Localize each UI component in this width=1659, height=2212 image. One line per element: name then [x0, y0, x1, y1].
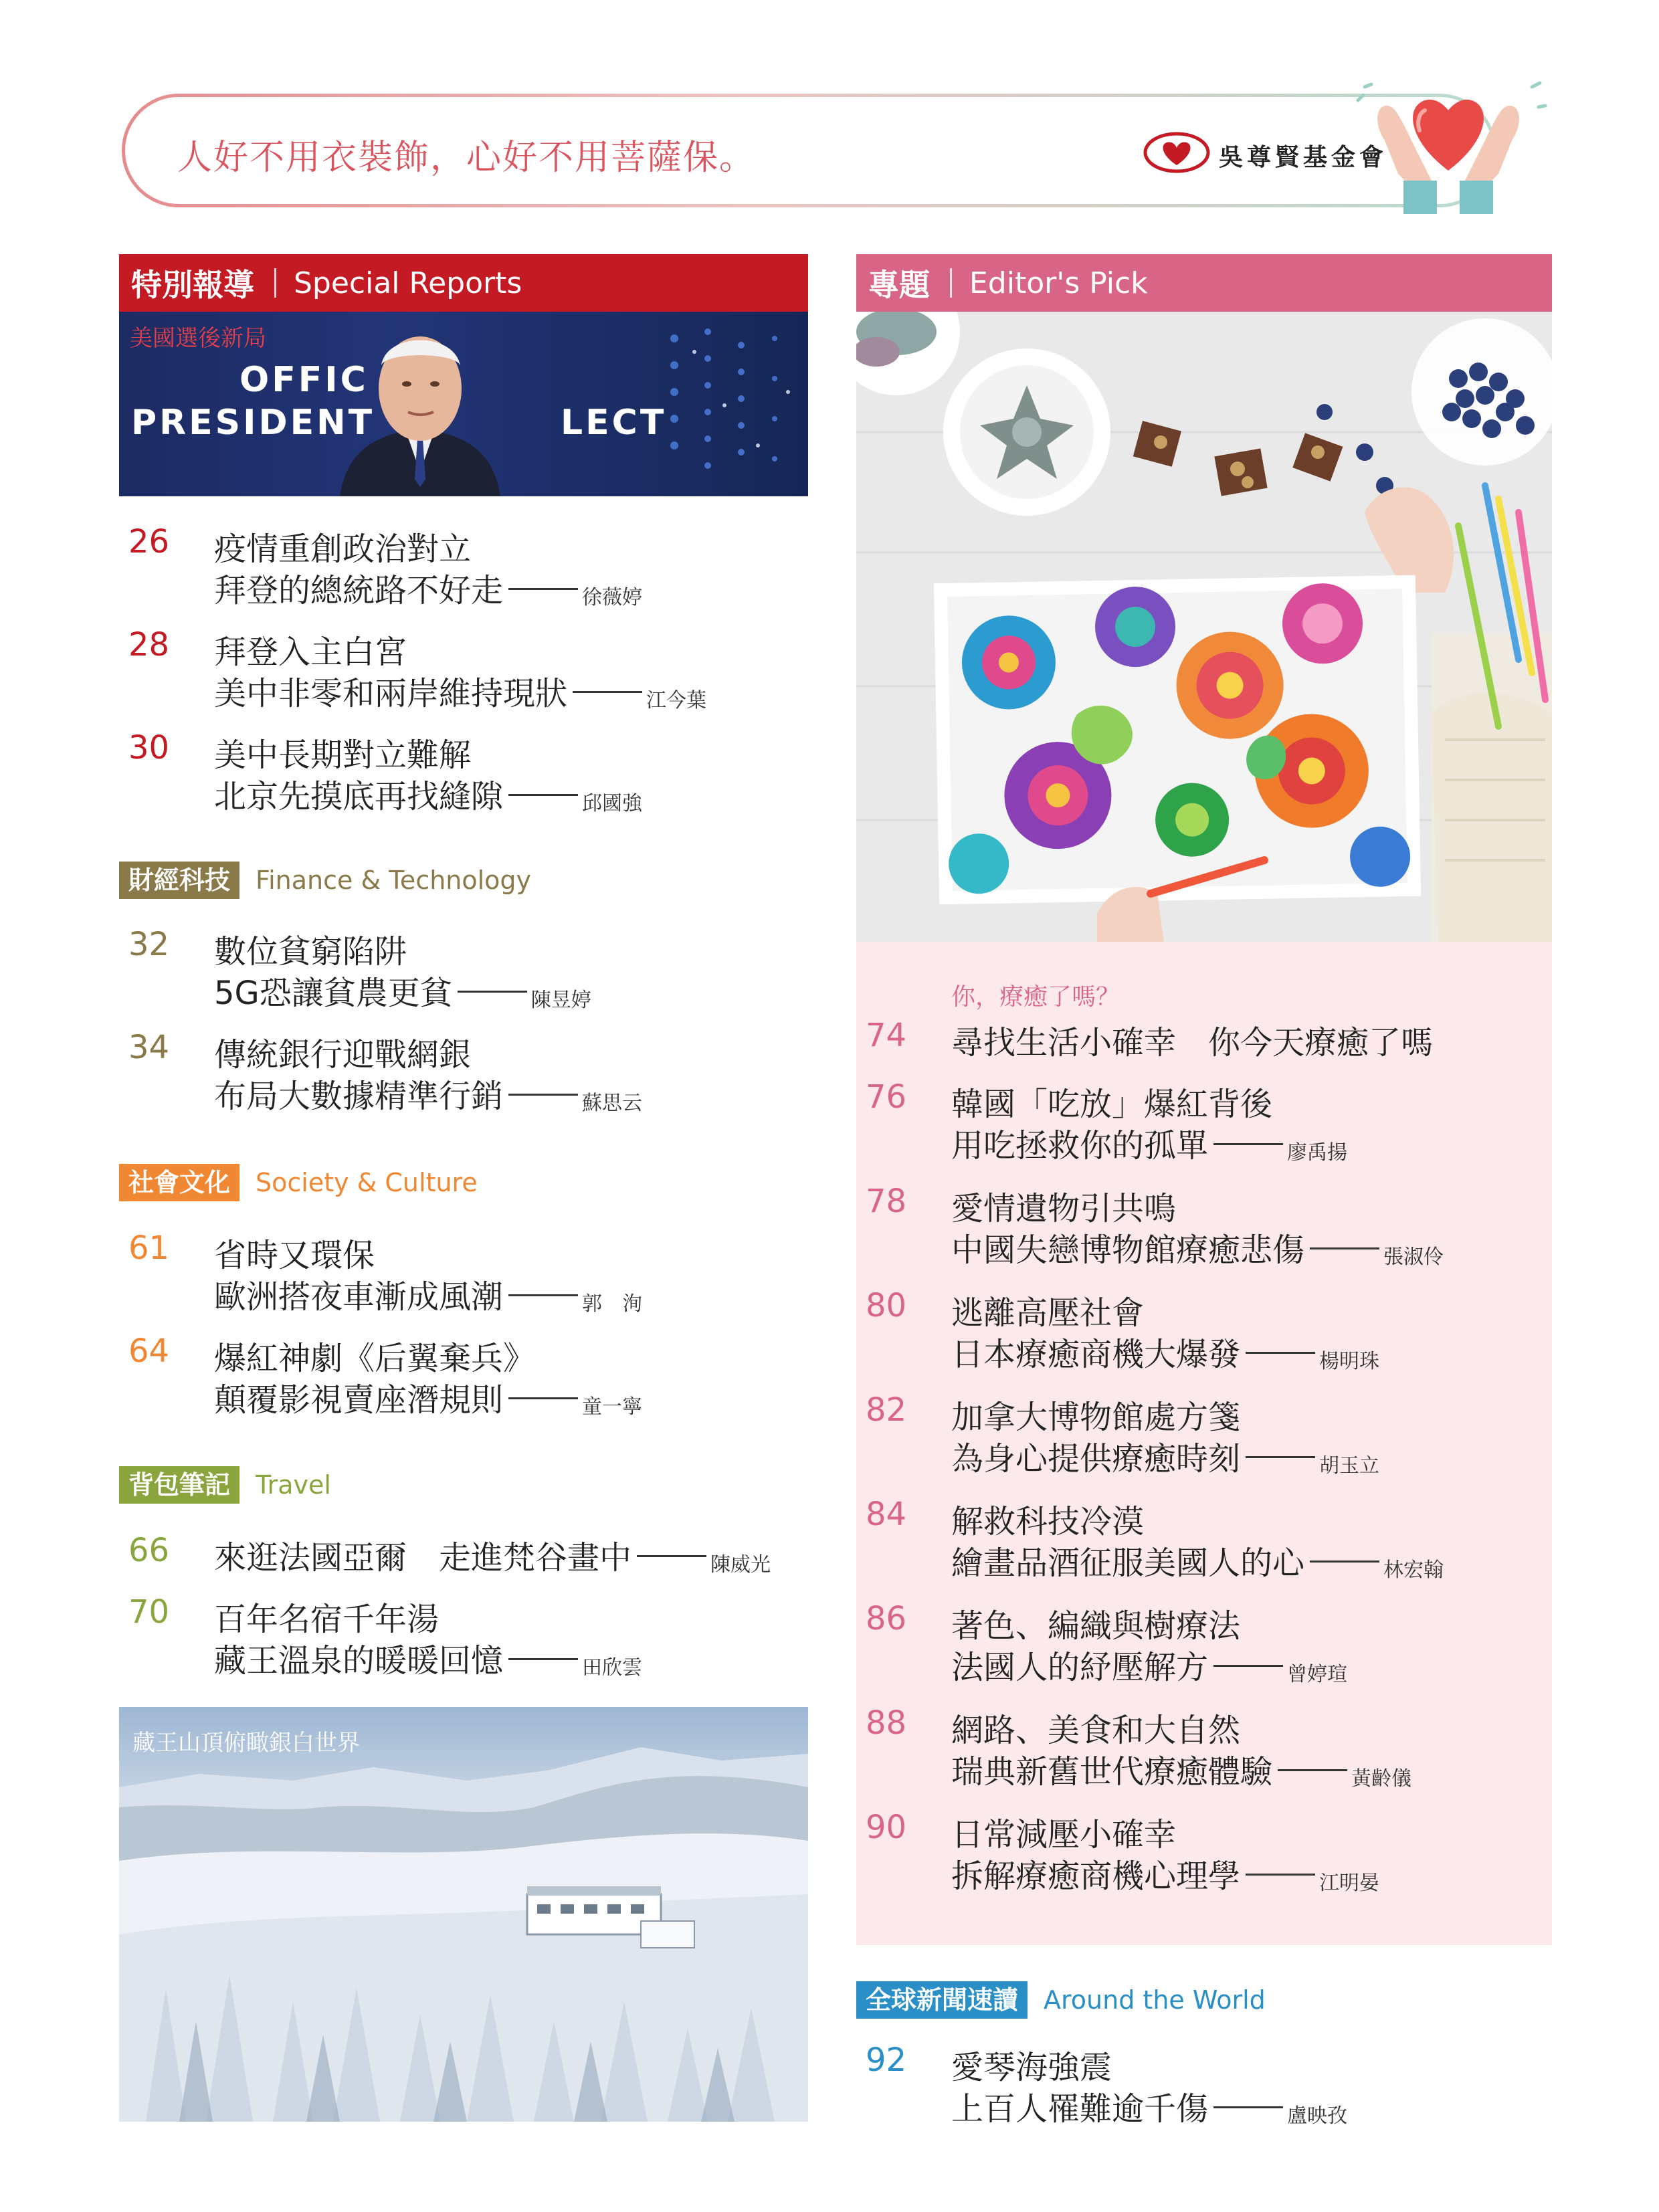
page-number: 34: [128, 1029, 170, 1066]
entry-title-text: 法國人的紓壓解方: [951, 1649, 1209, 1686]
author: 林宏翰: [1383, 1559, 1444, 1582]
dash: [1213, 1665, 1283, 1667]
entry-title-line1: 疫情重創政治對立: [214, 530, 472, 568]
dash: [508, 1658, 578, 1660]
section-header-society: [119, 1164, 478, 1201]
entry-title-line1: 著色、編織與樹療法: [951, 1607, 1241, 1645]
travel-snow-photo: [119, 1707, 808, 2122]
entry-title-text: 布局大數據精準行銷: [214, 1078, 504, 1115]
section-title-zh: 背包筆記: [119, 1466, 239, 1504]
page-number: 61: [128, 1229, 170, 1267]
entry-title-text: 上百人罹難逾千傷: [951, 2090, 1209, 2128]
section-header-editors-pick: [856, 254, 1552, 312]
dash: [1278, 1769, 1347, 1771]
entry-title-line2: [214, 1070, 642, 1116]
dash: [1246, 1874, 1315, 1876]
entry-title-text: 瑞典新舊世代療癒體驗: [951, 1753, 1273, 1791]
page-number: 30: [128, 729, 170, 767]
entry-title-line1: [214, 1532, 771, 1578]
entry-title-line2: [951, 1328, 1379, 1375]
entry-title-line1: 加拿大博物館處方箋: [951, 1399, 1241, 1436]
entry-title-text: 5G恐讓貧農更貧: [214, 975, 452, 1012]
entry-title-line1: 拜登入主白宮: [214, 633, 407, 671]
page-number: 88: [866, 1704, 907, 1742]
author: 陳昱婷: [530, 989, 591, 1012]
editors-pick-photo: [856, 312, 1552, 942]
entry-title-text: 拜登的總統路不好走: [214, 572, 504, 609]
page-number: 78: [866, 1183, 907, 1220]
entry-title-line1: 數位貧窮陷阱: [214, 933, 407, 971]
entry-title-line1: 百年名宿千年湯: [214, 1601, 440, 1638]
entry-title-line1: 省時又環保: [214, 1237, 375, 1274]
dash: [1310, 1561, 1379, 1563]
dash: [573, 691, 642, 693]
photo-sign-line2: PRESIDENT: [131, 403, 375, 443]
foundation-name: 吳尊賢基金會: [1219, 143, 1388, 171]
section-title-en: Society & Culture: [256, 1168, 478, 1197]
section-title-zh: 全球新聞速讀: [856, 1981, 1028, 2019]
section-title-en: Editor's Pick: [969, 266, 1148, 300]
entry-title-line1: 尋找生活小確幸 你今天療癒了嗎: [951, 1024, 1434, 1062]
dash: [508, 1397, 578, 1399]
page-number: 76: [866, 1078, 907, 1116]
entry-title-line2: [214, 1271, 642, 1317]
photo-sign-line1: OFFIC: [239, 360, 369, 400]
page-number: 66: [128, 1532, 170, 1569]
page-number: 90: [866, 1809, 907, 1846]
entry-title-line2: [214, 1635, 642, 1681]
section-title-en: Special Reports: [294, 266, 522, 300]
author: 郭 洵: [582, 1292, 643, 1316]
author: 張淑伶: [1383, 1245, 1444, 1269]
page-number: 86: [866, 1600, 907, 1637]
entry-title-line2: [951, 1850, 1379, 1896]
entry-title-line2: [951, 1641, 1347, 1688]
entry-title-line2: [214, 967, 591, 1013]
entry-title-line1: 日常減壓小確幸: [951, 1816, 1177, 1853]
entry-title-line2: [951, 2083, 1347, 2129]
dash: [1310, 1247, 1379, 1249]
section-title-zh: 專題: [868, 267, 930, 303]
divider: [950, 268, 952, 298]
special-reports-photo: [119, 312, 808, 496]
section-header-finance: [119, 862, 531, 899]
dash: [1246, 1352, 1315, 1354]
special-photo-caption: 美國選後新局: [130, 325, 266, 352]
entry-title-text: 來逛法國亞爾 走進梵谷畫中: [214, 1539, 632, 1577]
entry-title-text: 繪畫品酒征服美國人的心: [951, 1544, 1305, 1582]
dash: [1246, 1456, 1315, 1458]
author: 童一寧: [582, 1395, 643, 1419]
entry-title-line2: [951, 1433, 1379, 1479]
author: 陳威光: [710, 1553, 771, 1577]
motto-text: 人好不用衣裝飾，心好不用菩薩保。: [177, 138, 756, 178]
divider: [274, 268, 276, 298]
dash: [1213, 2106, 1283, 2108]
page-number: 82: [866, 1391, 907, 1429]
entry-title-text: 美中非零和兩岸維持現狀: [214, 675, 568, 712]
author: 黃齡儀: [1351, 1767, 1412, 1791]
page-number: 70: [128, 1593, 170, 1631]
dash: [458, 991, 527, 993]
entry-title-line2: [214, 565, 642, 611]
page-number: 64: [128, 1332, 170, 1370]
foundation-heart-icon: [1143, 132, 1210, 173]
travel-photo-caption: 藏王山頂俯瞰銀白世界: [132, 1730, 360, 1756]
author: 廖禹揚: [1287, 1141, 1348, 1165]
entry-title-line1: 網路、美食和大自然: [951, 1712, 1241, 1749]
page-number: 92: [866, 2041, 907, 2079]
entry-title-line1: 逃離高壓社會: [951, 1294, 1145, 1332]
section-header-travel: [119, 1466, 331, 1504]
entry-title-text: 用吃拯救你的孤單: [951, 1127, 1209, 1165]
dash: [637, 1555, 706, 1557]
author: 楊明珠: [1319, 1350, 1380, 1373]
entry-title-line2: [214, 771, 642, 817]
entry-title-text: 歐洲搭夜車漸成風潮: [214, 1278, 504, 1316]
motto-banner-inner: [125, 97, 1493, 204]
dash: [1213, 1143, 1283, 1145]
author: 江明晏: [1319, 1872, 1380, 1895]
hands-heart-icon: [1345, 60, 1552, 214]
entry-title-line1: 愛情遺物引共鳴: [951, 1190, 1177, 1227]
dash: [508, 794, 578, 796]
entry-title-line1: 韓國「吃放」爆紅背後: [951, 1086, 1273, 1123]
entry-title-text: 顛覆影視賣座潛規則: [214, 1381, 504, 1419]
photo-sign-line2b: LECT: [561, 403, 667, 443]
author: 田欣雲: [582, 1656, 643, 1680]
page-number: 28: [128, 626, 170, 664]
author: 盧映孜: [1287, 2104, 1348, 2128]
entry-title-text: 中國失戀博物館療癒悲傷: [951, 1231, 1305, 1269]
entry-title-text: 北京先摸底再找縫隙: [214, 778, 504, 815]
entry-title-line1: 爆紅神劇《后翼棄兵》: [214, 1340, 536, 1377]
entry-title-line1: 傳統銀行迎戰網銀: [214, 1036, 472, 1074]
coloring-book-scene: [856, 312, 1552, 942]
author: 胡玉立: [1319, 1454, 1380, 1478]
dash: [508, 1094, 578, 1096]
entry-title-line2: [214, 668, 706, 714]
section-title-zh: 社會文化: [119, 1164, 239, 1201]
entry-title-line2: [951, 1224, 1444, 1270]
section-header-around-the-world: [856, 1981, 1266, 2019]
editors-pick-kicker: 你，療癒了嗎？: [951, 983, 1120, 1011]
entry-title-line1: 愛琴海強震: [951, 2049, 1112, 2086]
author: 曾婷瑄: [1287, 1663, 1348, 1686]
section-title-en: Around the World: [1044, 1985, 1266, 2015]
dash: [508, 1294, 578, 1296]
snow-mountain-scene: [119, 1707, 808, 2122]
page-number: 80: [866, 1287, 907, 1324]
entry-title-line2: [951, 1120, 1347, 1166]
page-number: 26: [128, 523, 170, 561]
section-title-zh: 財經科技: [119, 862, 239, 899]
page-number: 32: [128, 926, 170, 963]
author: 江今葉: [646, 689, 707, 712]
dash: [508, 588, 578, 590]
page-number: 84: [866, 1496, 907, 1533]
section-title-zh: 特別報導: [131, 267, 254, 303]
entry-title-text: 拆解療癒商機心理學: [951, 1857, 1241, 1895]
entry-title-line1: 解救科技冷漠: [951, 1503, 1145, 1540]
author: 徐薇婷: [582, 586, 643, 609]
entry-title-text: 為身心提供療癒時刻: [951, 1440, 1241, 1478]
motto-banner: [122, 94, 1496, 207]
section-title-en: Finance & Technology: [256, 866, 532, 895]
section-title-en: Travel: [256, 1470, 331, 1500]
entry-title-text: 藏王溫泉的暖暖回憶: [214, 1642, 504, 1680]
entry-title-line2: [951, 1537, 1444, 1583]
section-header-special-reports: [119, 254, 808, 312]
entry-title-line2: [214, 1374, 642, 1420]
entry-title-line2: [951, 1746, 1411, 1792]
author: 蘇思云: [582, 1092, 643, 1115]
author: 邱國強: [582, 792, 643, 815]
entry-title-line1: 美中長期對立難解: [214, 736, 472, 774]
entry-title-text: 日本療癒商機大爆發: [951, 1336, 1241, 1373]
page-number: 74: [866, 1017, 907, 1054]
